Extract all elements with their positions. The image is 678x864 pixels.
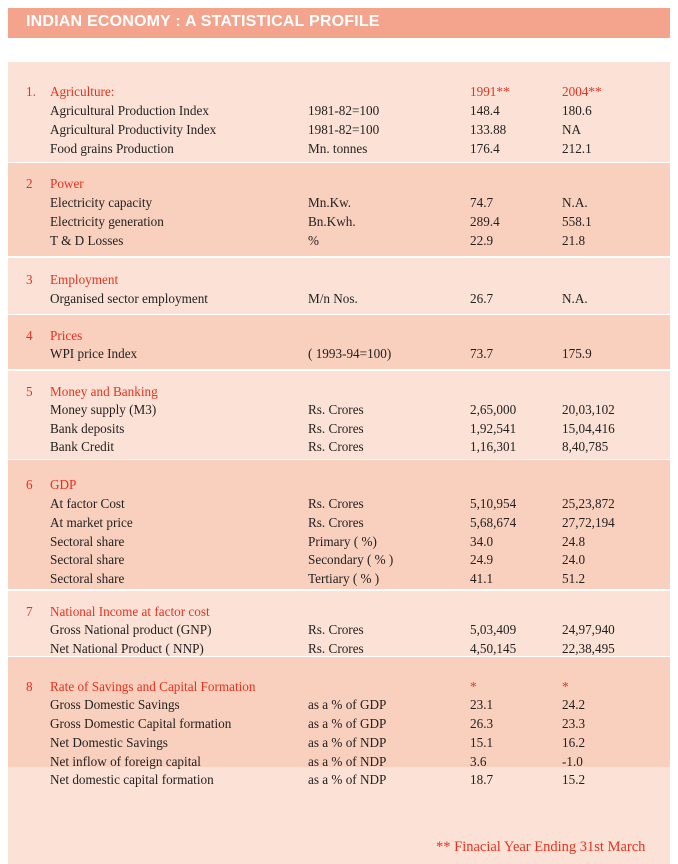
indicator-unit: 1981-82=100: [308, 103, 380, 118]
value-1991: 73.7: [470, 346, 494, 361]
section-6: [8, 460, 670, 590]
value-1991: 2,65,000: [470, 402, 517, 417]
table-row: [8, 120, 670, 139]
page-title: INDIAN ECONOMY : A STATISTICAL PROFILE: [26, 13, 380, 30]
section-title: GDP: [50, 477, 77, 492]
indicator-label: Agricultural Productivity Index: [50, 122, 217, 137]
section-3: [8, 257, 670, 315]
table-row: [8, 400, 670, 419]
indicator-label: Electricity generation: [50, 214, 164, 229]
value-2004: 212.1: [562, 141, 592, 156]
value-1991: 5,03,409: [470, 622, 517, 637]
indicator-label: Bank deposits: [50, 421, 125, 436]
section-header: [8, 326, 670, 345]
value-2004: 24.8: [562, 534, 586, 549]
section-title: Prices: [50, 328, 83, 343]
footnote: ** Finacial Year Ending 31st March: [436, 839, 646, 855]
section-number: 1.: [26, 84, 36, 99]
section-header: [8, 174, 670, 193]
indicator-label: Gross Domestic Savings: [50, 697, 180, 712]
value-2004: 558.1: [562, 214, 592, 229]
indicator-unit: Rs. Crores: [308, 439, 364, 454]
indicator-unit: Mn. tonnes: [308, 141, 368, 156]
value-1991: 23.1: [470, 697, 494, 712]
table-row: [8, 193, 670, 212]
indicator-label: Gross Domestic Capital formation: [50, 716, 232, 731]
table-row: [8, 212, 670, 231]
table-row: [8, 770, 670, 789]
value-1991: 1,16,301: [470, 439, 517, 454]
section-number: 3: [26, 272, 33, 287]
section-title: Agriculture:: [50, 84, 115, 99]
indicator-label: Net domestic capital formation: [50, 772, 214, 787]
table-row: [8, 550, 670, 569]
section-header: [8, 382, 670, 401]
section-header: [8, 475, 670, 494]
table-row: [8, 569, 670, 588]
section-number: 8: [26, 679, 33, 694]
indicator-unit: as a % of NDP: [308, 754, 387, 769]
section-header: [8, 602, 670, 621]
indicator-label: At factor Cost: [50, 496, 125, 511]
column-header-1991: *: [470, 679, 477, 694]
section-1: [8, 71, 670, 163]
table-row: [8, 231, 670, 250]
indicator-unit: Rs. Crores: [308, 402, 364, 417]
indicator-label: Sectoral share: [50, 571, 125, 586]
section-title: National Income at factor cost: [50, 604, 210, 619]
table-row: [8, 437, 670, 456]
value-1991: 34.0: [470, 534, 494, 549]
section-4: [8, 315, 670, 370]
value-1991: 24.9: [470, 552, 494, 567]
value-2004: 24.2: [562, 697, 586, 712]
indicator-unit: Primary ( %): [308, 534, 377, 549]
table-row: [8, 532, 670, 551]
indicator-label: Gross National product (GNP): [50, 622, 212, 637]
indicator-label: At market price: [50, 515, 133, 530]
value-1991: 5,68,674: [470, 515, 517, 530]
value-1991: 74.7: [470, 195, 494, 210]
value-2004: 25,23,872: [562, 496, 615, 511]
table-row: [8, 101, 670, 120]
section-number: 4: [26, 328, 33, 343]
indicator-unit: Mn.Kw.: [308, 195, 352, 210]
indicator-unit: Secondary ( % ): [308, 552, 394, 567]
value-2004: 24,97,940: [562, 622, 615, 637]
value-2004: 20,03,102: [562, 402, 615, 417]
indicator-label: Net National Product ( NNP): [50, 641, 204, 656]
indicator-unit: Tertiary ( % ): [308, 571, 380, 586]
value-1991: 26.3: [470, 716, 494, 731]
value-1991: 18.7: [470, 772, 494, 787]
section-title: Rate of Savings and Capital Formation: [50, 679, 256, 694]
value-2004: 15.2: [562, 772, 586, 787]
value-1991: 22.9: [470, 233, 494, 248]
indicator-label: Money supply (M3): [50, 402, 157, 417]
indicator-label: Sectoral share: [50, 534, 125, 549]
value-1991: 41.1: [470, 571, 494, 586]
value-1991: 15.1: [470, 735, 494, 750]
indicator-label: Electricity capacity: [50, 195, 153, 210]
table-row: [8, 733, 670, 752]
section-title: Employment: [50, 272, 119, 287]
indicator-unit: 1981-82=100: [308, 122, 380, 137]
value-1991: 133.88: [470, 122, 507, 137]
section-number: 5: [26, 384, 33, 399]
table-row: [8, 494, 670, 513]
indicator-unit: as a % of GDP: [308, 697, 387, 712]
indicator-unit: M/n Nos.: [308, 291, 358, 306]
column-header-2004: *: [562, 679, 569, 694]
section-header: [8, 677, 670, 696]
table-row: [8, 513, 670, 532]
value-2004: 180.6: [562, 103, 592, 118]
section-title: Power: [50, 176, 84, 191]
section-number: 7: [26, 604, 33, 619]
value-1991: 4,50,145: [470, 641, 517, 656]
value-1991: 1,92,541: [470, 421, 517, 436]
indicator-label: Food grains Production: [50, 141, 174, 156]
table-row: [8, 289, 670, 308]
column-header-1991: 1991**: [470, 84, 510, 99]
indicator-unit: Rs. Crores: [308, 622, 364, 637]
indicator-unit: %: [308, 233, 319, 248]
section-title: Money and Banking: [50, 384, 158, 399]
value-2004: 51.2: [562, 571, 586, 586]
value-2004: N.A.: [562, 195, 588, 210]
indicator-label: Net inflow of foreign capital: [50, 754, 201, 769]
section-5: [8, 370, 670, 460]
section-number: 2: [26, 176, 33, 191]
indicator-unit: Rs. Crores: [308, 641, 364, 656]
value-2004: 15,04,416: [562, 421, 615, 436]
section-8: [8, 657, 670, 787]
section-header: [8, 270, 670, 289]
section-7: [8, 590, 670, 657]
value-2004: 23.3: [562, 716, 586, 731]
value-2004: 175.9: [562, 346, 592, 361]
section-2: [8, 163, 670, 257]
value-1991: 176.4: [470, 141, 500, 156]
indicator-label: Agricultural Production Index: [50, 103, 209, 118]
value-2004: 22,38,495: [562, 641, 615, 656]
value-2004: 8,40,785: [562, 439, 609, 454]
indicator-unit: Rs. Crores: [308, 496, 364, 511]
value-1991: 289.4: [470, 214, 500, 229]
table-row: [8, 695, 670, 714]
column-header-2004: 2004**: [562, 84, 602, 99]
value-1991: 3.6: [470, 754, 487, 769]
indicator-label: Net Domestic Savings: [50, 735, 168, 750]
indicator-unit: Rs. Crores: [308, 515, 364, 530]
value-2004: 21.8: [562, 233, 586, 248]
section-number: 6: [26, 477, 33, 492]
indicator-unit: as a % of NDP: [308, 735, 387, 750]
section-header: [8, 82, 670, 101]
title-banner: [8, 8, 670, 38]
table-row: [8, 714, 670, 733]
indicator-unit: Rs. Crores: [308, 421, 364, 436]
indicator-unit: as a % of NDP: [308, 772, 387, 787]
table-row: [8, 344, 670, 363]
value-2004: 24.0: [562, 552, 586, 567]
value-1991: 5,10,954: [470, 496, 517, 511]
value-2004: 16.2: [562, 735, 586, 750]
indicator-label: T & D Losses: [50, 233, 124, 248]
indicator-label: Organised sector employment: [50, 291, 208, 306]
indicator-unit: ( 1993-94=100): [308, 346, 392, 361]
value-2004: 27,72,194: [562, 515, 615, 530]
value-1991: 26.7: [470, 291, 494, 306]
value-1991: 148.4: [470, 103, 500, 118]
value-2004: N.A.: [562, 291, 588, 306]
indicator-unit: as a % of GDP: [308, 716, 387, 731]
indicator-unit: Bn.Kwh.: [308, 214, 356, 229]
indicator-label: WPI price Index: [50, 346, 138, 361]
table-row: [8, 419, 670, 438]
value-2004: -1.0: [562, 754, 583, 769]
indicator-label: Bank Credit: [50, 439, 115, 454]
indicator-label: Sectoral share: [50, 552, 125, 567]
table-row: [8, 752, 670, 771]
value-2004: NA: [562, 122, 582, 137]
table-row: [8, 139, 670, 158]
table-row: [8, 620, 670, 639]
